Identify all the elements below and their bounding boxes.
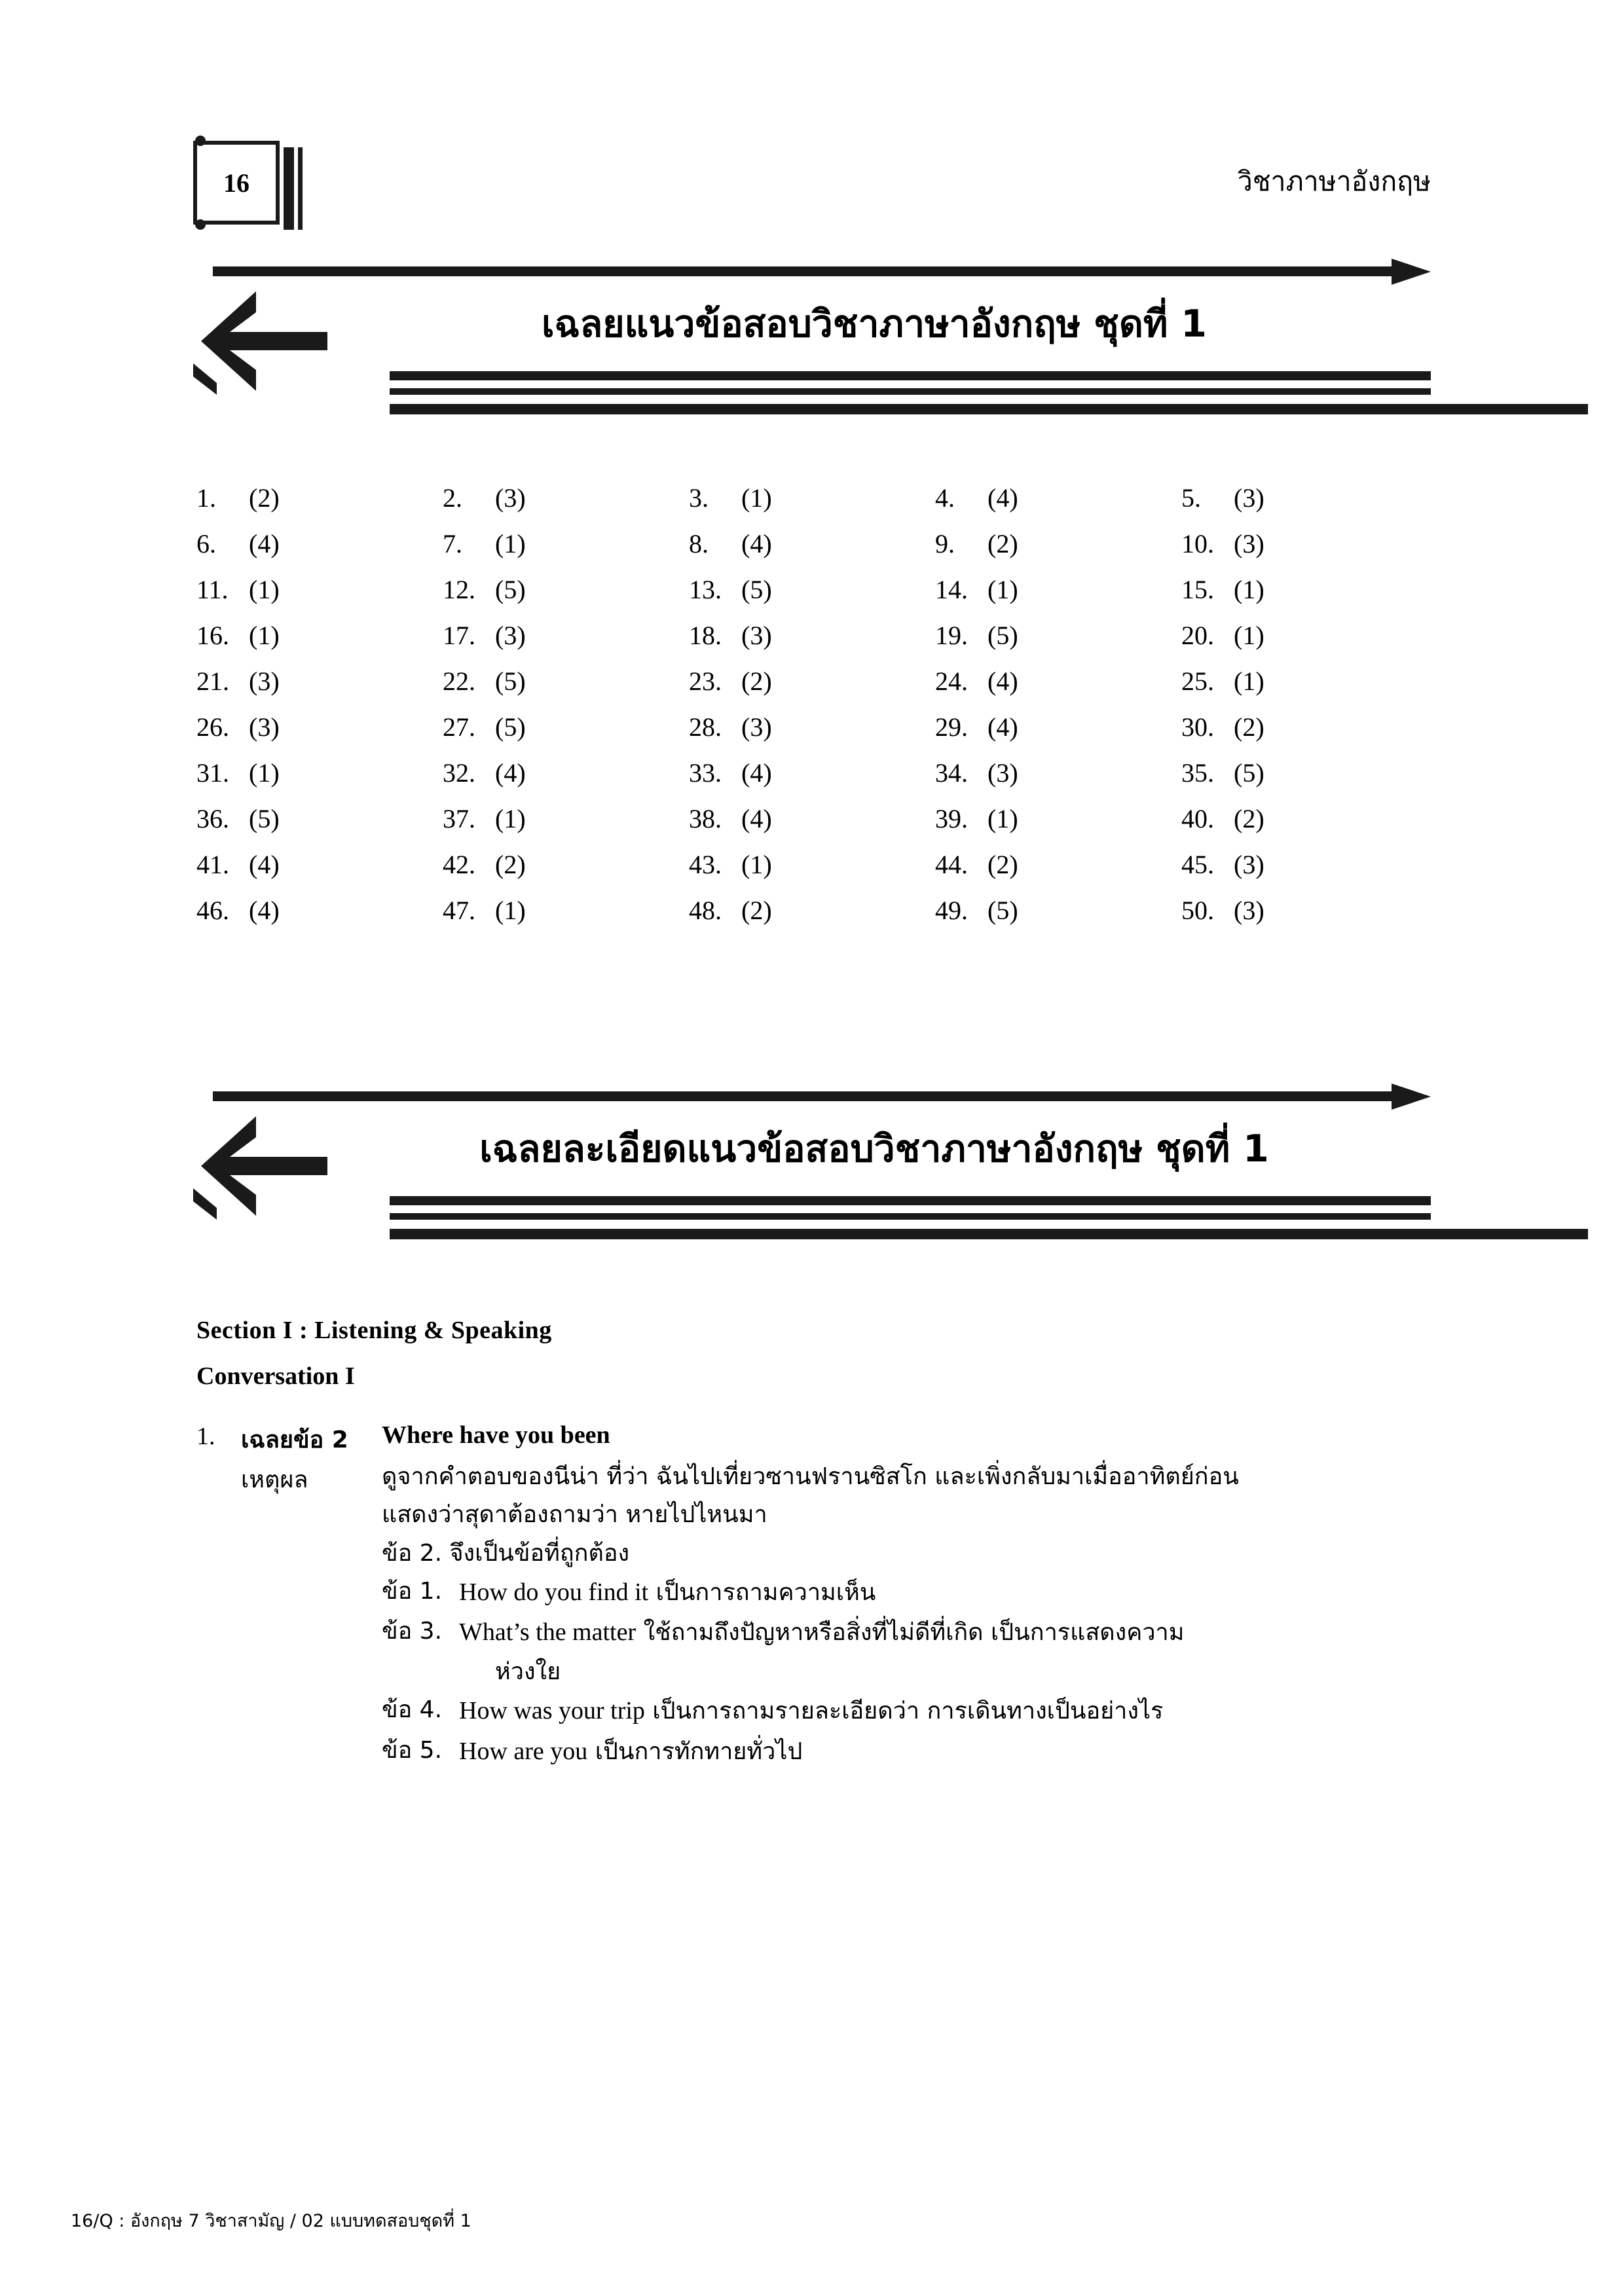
answer-choice: (3) xyxy=(1234,895,1264,925)
banner-chevron-icon xyxy=(193,285,331,396)
option-thai: เป็นการถามความเห็น xyxy=(648,1578,876,1606)
answer-cell xyxy=(689,620,935,651)
answer-number: 15. xyxy=(1181,574,1214,604)
answer-cell xyxy=(689,895,935,926)
answer-choice: (4) xyxy=(249,528,280,558)
answer-cell xyxy=(689,574,935,605)
answer-choice: (3) xyxy=(741,620,772,650)
option-key: ข้อ 5. xyxy=(382,1736,443,1764)
answer-number: 36. xyxy=(196,803,229,833)
answer-cell xyxy=(935,574,1181,605)
page-number-badge xyxy=(193,141,308,226)
answer-row xyxy=(196,520,1428,566)
banner-chevron-icon xyxy=(193,1110,331,1221)
answer-cell xyxy=(935,528,1181,559)
explanation-item-1 xyxy=(196,1418,1434,1772)
answer-choice: (1) xyxy=(741,483,772,513)
answer-cell xyxy=(935,895,1181,926)
answer-choice: (5) xyxy=(249,803,280,833)
badge-shadow-outer xyxy=(284,147,294,230)
answer-cell xyxy=(689,849,935,880)
answer-choice: (3) xyxy=(495,620,526,650)
option-value xyxy=(459,1732,1434,1772)
detailed-answer-body xyxy=(196,1316,1434,1772)
answer-number: 28. xyxy=(689,712,722,742)
answer-cell xyxy=(689,757,935,788)
answer-choice: (3) xyxy=(1234,528,1264,558)
answer-cell xyxy=(443,849,689,880)
answer-cell xyxy=(443,483,689,513)
answer-choice: (5) xyxy=(741,574,772,604)
answer-choice: (1) xyxy=(495,528,526,558)
answer-number: 14. xyxy=(935,574,968,604)
answer-number: 18. xyxy=(689,620,722,650)
answer-number: 25. xyxy=(1181,666,1214,696)
answer-number: 6. xyxy=(196,528,216,558)
explanation-answer-row xyxy=(196,1418,1434,1458)
answer-cell xyxy=(443,620,689,651)
answer-row xyxy=(196,475,1428,520)
banner-rule-3 xyxy=(390,1229,1588,1239)
chevron-left-icon xyxy=(193,285,331,396)
answer-number: 19. xyxy=(935,620,968,650)
reason-line: ดูจากคำตอบของนีน่า ที่ว่า ฉันไปเที่ยวซานฟรานซิสโก และเพิ่งกลับมาเมื่ออาทิตย์ก่อน xyxy=(382,1463,1239,1490)
answer-cell xyxy=(196,849,443,880)
answer-number: 30. xyxy=(1181,712,1214,742)
answer-choice: (5) xyxy=(495,712,526,742)
reason-body xyxy=(382,1458,1434,1772)
page-footer: 16/Q : อังกฤษ 7 วิชาสามัญ / 02 แบบทดสอบชุดที่ 1 xyxy=(71,2211,471,2231)
answer-number: 40. xyxy=(1181,803,1214,833)
option-thai: เป็นการถามรายละเอียดว่า การเดินทางเป็นอย่างไร xyxy=(644,1698,1164,1725)
option-english: How was your trip xyxy=(459,1697,645,1725)
option-explanation xyxy=(382,1691,1434,1732)
answer-cell xyxy=(935,803,1181,834)
answer-text: Where have you been xyxy=(382,1421,610,1449)
option-value xyxy=(459,1613,1434,1691)
answer-choice: (2) xyxy=(987,528,1018,558)
answer-number: 37. xyxy=(443,803,475,833)
answer-cell xyxy=(689,483,935,513)
answer-number: 48. xyxy=(689,895,722,925)
answer-cell xyxy=(1181,666,1428,697)
conversation-heading: Conversation I xyxy=(196,1362,355,1390)
item-number-spacer xyxy=(196,1458,241,1462)
answer-choice: (5) xyxy=(1234,757,1264,788)
answer-cell xyxy=(443,895,689,926)
answer-choice: (5) xyxy=(987,620,1018,650)
option-explanation xyxy=(382,1573,1434,1613)
answer-number: 8. xyxy=(689,528,709,558)
answer-number: 39. xyxy=(935,803,968,833)
section-heading: Section I : Listening & Speaking xyxy=(196,1317,552,1344)
answer-cell xyxy=(443,712,689,742)
answer-cell xyxy=(689,528,935,559)
answer-choice: (2) xyxy=(741,895,772,925)
answer-choice: (1) xyxy=(1234,574,1264,604)
answer-choice: (2) xyxy=(1234,712,1264,742)
answer-number: 13. xyxy=(689,574,722,604)
answer-choice: (1) xyxy=(741,849,772,879)
answer-number: 45. xyxy=(1181,849,1214,879)
reason-line: แสดงว่าสุดาต้องถามว่า หายไปไหนมา xyxy=(382,1501,767,1529)
answer-cell xyxy=(443,757,689,788)
answer-cell xyxy=(196,528,443,559)
answer-choice: (5) xyxy=(987,895,1018,925)
answer-number: 50. xyxy=(1181,895,1214,925)
answer-cell xyxy=(1181,803,1428,834)
answer-choice: (3) xyxy=(495,483,526,513)
answer-choice: (1) xyxy=(249,757,280,788)
answer-key-grid xyxy=(196,475,1428,933)
answer-number: 5. xyxy=(1181,483,1201,513)
banner-arrow-head xyxy=(1392,259,1431,285)
answer-choice: (3) xyxy=(1234,483,1264,513)
option-key: ข้อ 3. xyxy=(382,1618,443,1645)
answer-cell xyxy=(1181,712,1428,742)
banner-rule-1 xyxy=(390,371,1431,380)
answer-choice: (5) xyxy=(495,574,526,604)
banner-arrow xyxy=(213,259,1431,285)
answer-choice: (3) xyxy=(741,712,772,742)
answer-cell xyxy=(196,574,443,605)
answer-number: 11. xyxy=(196,574,229,604)
header-subject-label: วิชาภาษาอังกฤษ xyxy=(1237,166,1431,197)
page-header xyxy=(193,141,1431,226)
answer-choice: (1) xyxy=(249,574,280,604)
option-thai-continued: ห่วงใย xyxy=(495,1658,561,1686)
answer-cell xyxy=(196,620,443,651)
answer-cell xyxy=(935,712,1181,742)
answer-number: 41. xyxy=(196,849,229,879)
answer-number: 4. xyxy=(935,483,955,513)
answer-number: 17. xyxy=(443,620,475,650)
reason-line: ข้อ 2. จึงเป็นข้อที่ถูกต้อง xyxy=(382,1539,630,1567)
answer-number: 49. xyxy=(935,895,968,925)
answer-cell xyxy=(935,483,1181,513)
answer-cell xyxy=(935,757,1181,788)
option-thai: เป็นการทักทายทั่วไป xyxy=(587,1738,803,1765)
option-explanation xyxy=(382,1732,1434,1772)
badge-shadow-inner xyxy=(298,147,303,230)
item-number: 1. xyxy=(196,1423,215,1450)
answer-row xyxy=(196,658,1428,704)
answer-choice: (1) xyxy=(495,895,526,925)
answer-choice: (2) xyxy=(249,483,280,513)
answer-cell xyxy=(689,803,935,834)
answer-cell xyxy=(1181,620,1428,651)
answer-cell xyxy=(1181,483,1428,513)
answer-cell xyxy=(196,666,443,697)
answer-number: 29. xyxy=(935,712,968,742)
answer-choice: (1) xyxy=(987,574,1018,604)
answer-choice: (1) xyxy=(987,803,1018,833)
answer-number: 1. xyxy=(196,483,216,513)
answer-choice: (4) xyxy=(249,849,280,879)
answer-number: 27. xyxy=(443,712,475,742)
answer-cell xyxy=(443,803,689,834)
banner-rule-1 xyxy=(390,1196,1431,1205)
answer-choice: (2) xyxy=(495,849,526,879)
answer-number: 22. xyxy=(443,666,475,696)
option-value xyxy=(459,1691,1434,1732)
answer-choice: (4) xyxy=(987,712,1018,742)
answer-number: 38. xyxy=(689,803,722,833)
answer-number: 43. xyxy=(689,849,722,879)
answer-cell xyxy=(935,666,1181,697)
answer-number: 47. xyxy=(443,895,475,925)
answer-number: 10. xyxy=(1181,528,1214,558)
option-key: ข้อ 4. xyxy=(382,1696,443,1724)
answer-cell xyxy=(443,666,689,697)
answer-number: 32. xyxy=(443,757,475,788)
option-english: How are you xyxy=(459,1737,588,1765)
answer-choice: (3) xyxy=(987,757,1018,788)
answer-cell xyxy=(1181,574,1428,605)
option-value xyxy=(459,1573,1434,1613)
banner-rule-2 xyxy=(390,1213,1431,1220)
option-thai: ใช้ถามถึงปัญหาหรือสิ่งที่ไม่ดีที่เกิด เป็นการแสดงความ xyxy=(636,1619,1185,1647)
answer-choice: (2) xyxy=(987,849,1018,879)
explanation-reason-row xyxy=(196,1458,1434,1772)
detailed-answer-title: เฉลยละเอียดแนวข้อสอบวิชาภาษาอังกฤษ ชุดที่ 1 xyxy=(479,1127,1269,1171)
answer-number: 33. xyxy=(689,757,722,788)
answer-number: 16. xyxy=(196,620,229,650)
answer-number: 3. xyxy=(689,483,709,513)
answer-number: 23. xyxy=(689,666,722,696)
banner-rule-3 xyxy=(390,404,1588,414)
answer-number: 31. xyxy=(196,757,229,788)
option-english: What’s the matter xyxy=(459,1618,637,1647)
answer-number: 26. xyxy=(196,712,229,742)
answer-cell xyxy=(196,483,443,513)
answer-label: เฉลยข้อ 2 xyxy=(241,1427,348,1453)
answer-cell xyxy=(196,895,443,926)
answer-choice: (4) xyxy=(495,757,526,788)
answer-row xyxy=(196,841,1428,887)
detailed-answer-banner xyxy=(193,1084,1431,1250)
answer-key-title: เฉลยแนวข้อสอบวิชาภาษาอังกฤษ ชุดที่ 1 xyxy=(542,302,1207,346)
answer-number: 35. xyxy=(1181,757,1214,788)
answer-number: 12. xyxy=(443,574,475,604)
answer-number: 7. xyxy=(443,528,462,558)
answer-row xyxy=(196,795,1428,841)
answer-choice: (1) xyxy=(1234,620,1264,650)
answer-choice: (1) xyxy=(1234,666,1264,696)
answer-cell xyxy=(443,574,689,605)
option-explanation xyxy=(382,1613,1434,1691)
page-number: 16 xyxy=(223,168,249,198)
answer-number: 42. xyxy=(443,849,475,879)
answer-number: 21. xyxy=(196,666,229,696)
answer-cell xyxy=(196,757,443,788)
option-english: How do you find it xyxy=(459,1578,649,1606)
banner-arrow-shaft xyxy=(213,1091,1392,1101)
answer-choice: (4) xyxy=(249,895,280,925)
answer-cell xyxy=(196,803,443,834)
answer-number: 44. xyxy=(935,849,968,879)
option-key: ข้อ 1. xyxy=(382,1577,443,1605)
banner-rule-2 xyxy=(390,388,1431,395)
answer-number: 9. xyxy=(935,528,955,558)
reason-label: เหตุผล xyxy=(241,1467,308,1493)
answer-choice: (1) xyxy=(249,620,280,650)
banner-arrow xyxy=(213,1084,1431,1110)
answer-choice: (4) xyxy=(987,483,1018,513)
answer-key-banner xyxy=(193,259,1431,426)
answer-row xyxy=(196,612,1428,658)
answer-choice: (2) xyxy=(1234,803,1264,833)
answer-cell xyxy=(196,712,443,742)
answer-cell xyxy=(1181,528,1428,559)
answer-cell xyxy=(689,712,935,742)
answer-number: 2. xyxy=(443,483,462,513)
answer-choice: (1) xyxy=(495,803,526,833)
answer-choice: (3) xyxy=(1234,849,1264,879)
answer-cell xyxy=(935,620,1181,651)
answer-number: 34. xyxy=(935,757,968,788)
answer-cell xyxy=(1181,757,1428,788)
answer-choice: (5) xyxy=(495,666,526,696)
answer-cell xyxy=(1181,849,1428,880)
answer-row xyxy=(196,704,1428,750)
answer-choice: (4) xyxy=(741,528,772,558)
chevron-left-icon xyxy=(193,1110,331,1221)
answer-choice: (4) xyxy=(987,666,1018,696)
answer-row xyxy=(196,887,1428,933)
answer-cell xyxy=(689,666,935,697)
banner-arrow-shaft xyxy=(213,266,1392,276)
answer-choice: (2) xyxy=(741,666,772,696)
banner-arrow-head xyxy=(1392,1084,1431,1110)
answer-number: 46. xyxy=(196,895,229,925)
answer-cell xyxy=(443,528,689,559)
answer-choice: (4) xyxy=(741,757,772,788)
answer-number: 20. xyxy=(1181,620,1214,650)
answer-cell xyxy=(1181,895,1428,926)
answer-cell xyxy=(935,849,1181,880)
answer-choice: (3) xyxy=(249,666,280,696)
answer-row xyxy=(196,566,1428,612)
answer-choice: (4) xyxy=(741,803,772,833)
answer-choice: (3) xyxy=(249,712,280,742)
answer-row xyxy=(196,750,1428,795)
answer-number: 24. xyxy=(935,666,968,696)
